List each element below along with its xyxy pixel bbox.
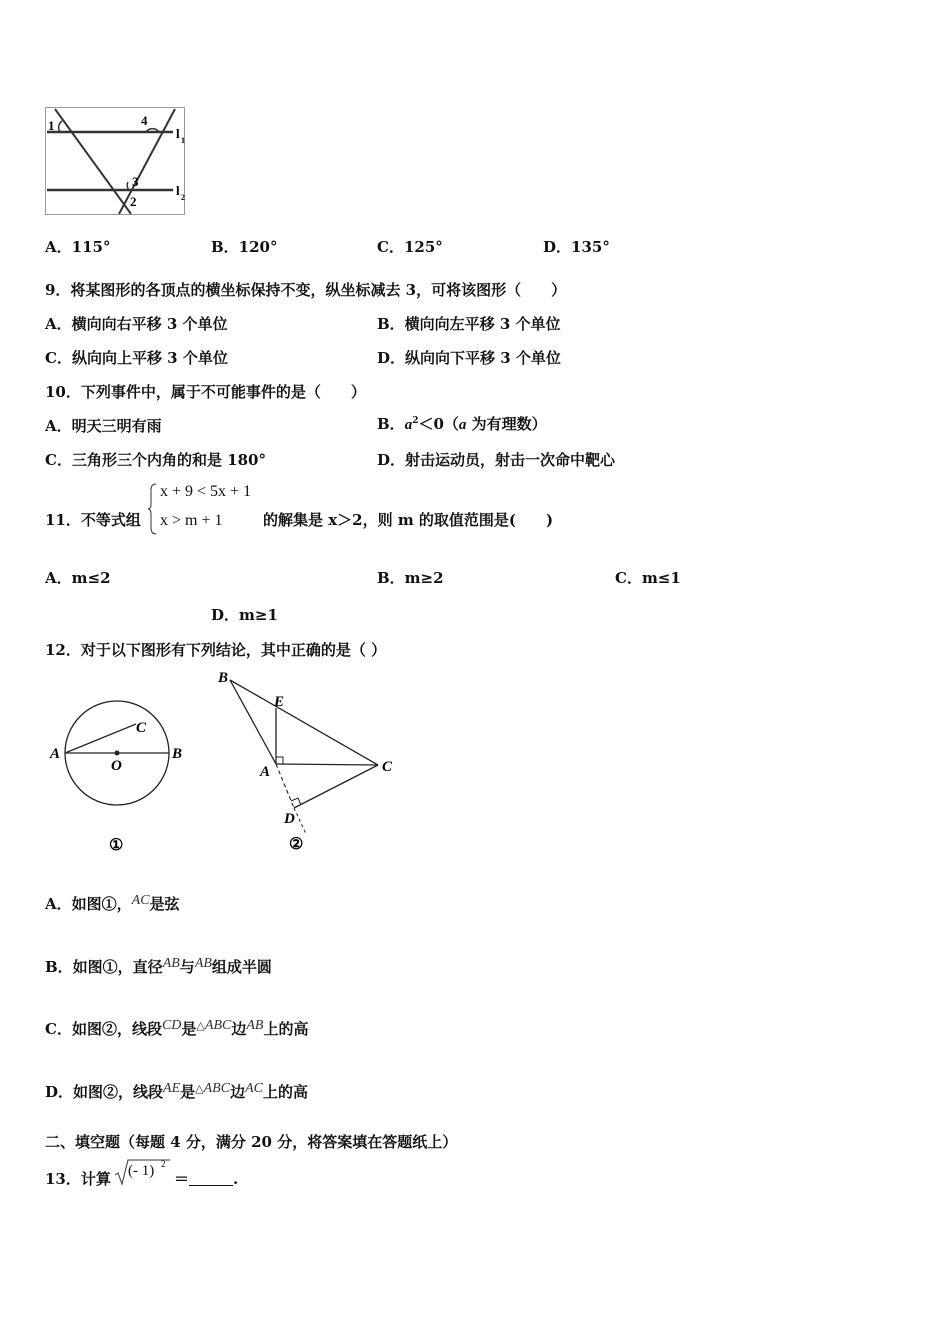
q12-option-a — [45, 893, 180, 914]
q13-equals: ＝ — [174, 1170, 190, 1188]
q12-option-c-m1: CD — [161, 1018, 182, 1033]
q13-answer-blank[interactable] — [189, 1171, 233, 1186]
triangle-label-d: D — [284, 811, 295, 827]
q10-option-b-exp: 2 — [412, 416, 419, 426]
circle-figure — [45, 695, 195, 860]
q12-option-b-post: 组成半圆 — [211, 958, 272, 976]
q13-exponent: 2 — [161, 1159, 166, 1169]
q12-option-a-post: 是弦 — [149, 895, 180, 913]
q11-prefix: 11．不等式组 — [45, 511, 141, 529]
q12-option-b-mid: 与 — [179, 958, 195, 976]
q9-stem: 9．将某图形的各顶点的横坐标保持不变，纵坐标减去 3，可将该图形（ ） — [45, 281, 567, 299]
q13-radicand: (- 1) — [128, 1163, 155, 1179]
q12-option-d — [45, 1081, 308, 1102]
line-label-l2-subscript: 2 — [181, 193, 185, 202]
q12-option-d-m3: AC — [245, 1081, 263, 1096]
angle-label-3: 3 — [132, 174, 139, 189]
q10-option-d: D．射击运动员，射击一次命中靶心 — [377, 451, 616, 469]
triangle-label-e: E — [274, 694, 285, 710]
q11-option-c: C．m≤1 — [615, 569, 681, 587]
q8-option-d: D．135° — [543, 238, 610, 256]
q12-option-c-m2: ABC — [204, 1018, 232, 1033]
q12-option-d-m2: ABC — [203, 1081, 231, 1096]
q10-option-b-tail: 为有理数） — [466, 415, 547, 433]
q12-option-c-post: 上的高 — [263, 1020, 309, 1038]
q10-option-b-prefix: B． — [377, 415, 405, 433]
circle-label-o: O — [111, 758, 122, 774]
q9-option-d: D．纵向向下平移 3 个单位 — [377, 349, 561, 367]
q12-option-b — [45, 956, 272, 977]
q10-option-a: A．明天三明有雨 — [45, 417, 162, 435]
q9-option-b: B．横向向左平移 3 个单位 — [377, 315, 561, 333]
q8-option-c: C．125° — [377, 238, 443, 256]
q9-option-a: A．横向向右平移 3 个单位 — [45, 315, 228, 333]
q12-option-b-pre: B．如图①，直径 — [45, 958, 163, 976]
q11-inequality-2: x > m + 1 — [160, 512, 223, 529]
q12-option-c-mid2: 边 — [231, 1020, 247, 1038]
section-2-title: 二、填空题（每题 4 分，满分 20 分，将答案填在答题纸上） — [45, 1133, 458, 1151]
q11-brace — [148, 482, 158, 536]
q8-option-a: A．115° — [45, 238, 111, 256]
q11-suffix: 的解集是 x＞2，则 m 的取值范围是( ) — [263, 511, 554, 529]
triangle-label-b: B — [218, 670, 229, 686]
line-label-l1: l — [176, 126, 180, 141]
q12-option-d-post: 上的高 — [262, 1083, 308, 1101]
q12-option-a-m1: AC — [131, 893, 150, 908]
q12-option-d-mid1: 是 — [180, 1083, 196, 1101]
triangle-label-a: A — [260, 764, 271, 780]
line-label-l2: l — [176, 183, 180, 198]
figure-2-caption: ② — [289, 836, 304, 853]
q10-option-b-rest: ＜0（ — [418, 415, 459, 433]
q11-inequality-1: x + 9 < 5x + 1 — [160, 483, 252, 500]
q12-option-d-triangle: △ — [195, 1082, 204, 1095]
angle-label-4: 4 — [141, 113, 148, 128]
q12-option-c-m3: AB — [246, 1018, 264, 1033]
q10-option-b-var: a — [404, 417, 413, 433]
q8-option-b: B．120° — [211, 238, 278, 256]
q12-option-c-pre: C．如图②，线段 — [45, 1020, 162, 1038]
line-label-l1-subscript: 1 — [181, 136, 185, 145]
q11-option-a: A．m≤2 — [45, 569, 111, 587]
q12-option-c-mid1: 是 — [181, 1020, 197, 1038]
q13-answer-line — [174, 1168, 238, 1189]
circle-label-b: B — [172, 746, 183, 762]
q12-option-d-m1: AE — [163, 1081, 181, 1096]
angle-label-1: 1 — [48, 118, 55, 133]
q11-option-b: B．m≥2 — [377, 569, 444, 587]
circle-label-c: C — [136, 720, 147, 736]
q12-option-d-mid2: 边 — [230, 1083, 246, 1101]
circle-label-a: A — [50, 746, 61, 762]
figure-1-caption: ① — [109, 837, 124, 854]
q12-option-a-pre: A．如图①， — [45, 895, 132, 913]
triangle-label-c: C — [382, 759, 393, 775]
q10-option-b — [377, 413, 547, 434]
q12-option-c — [45, 1018, 308, 1039]
q10-stem: 10．下列事件中，属于不可能事件的是（ ） — [45, 383, 366, 401]
triangle-figure — [210, 668, 410, 858]
q12-option-d-pre: D．如图②，线段 — [45, 1083, 164, 1101]
q13-period: . — [233, 1170, 239, 1188]
q12-stem: 12．对于以下图形有下列结论，其中正确的是（ ） — [45, 641, 387, 659]
q12-option-b-m2: AB — [194, 956, 212, 971]
q13-prefix: 13．计算 — [45, 1170, 111, 1188]
q9-option-c: C．纵向向上平移 3 个单位 — [45, 349, 228, 367]
q10-option-c: C．三角形三个内角的和是 180° — [45, 451, 266, 469]
angle-label-2: 2 — [130, 194, 137, 209]
q10-option-b-var2: a — [458, 417, 467, 433]
q11-option-d: D．m≥1 — [211, 606, 278, 624]
q12-option-b-m1: AB — [162, 956, 180, 971]
parallel-lines-figure — [45, 107, 187, 217]
q12-option-c-triangle: △ — [196, 1019, 205, 1032]
